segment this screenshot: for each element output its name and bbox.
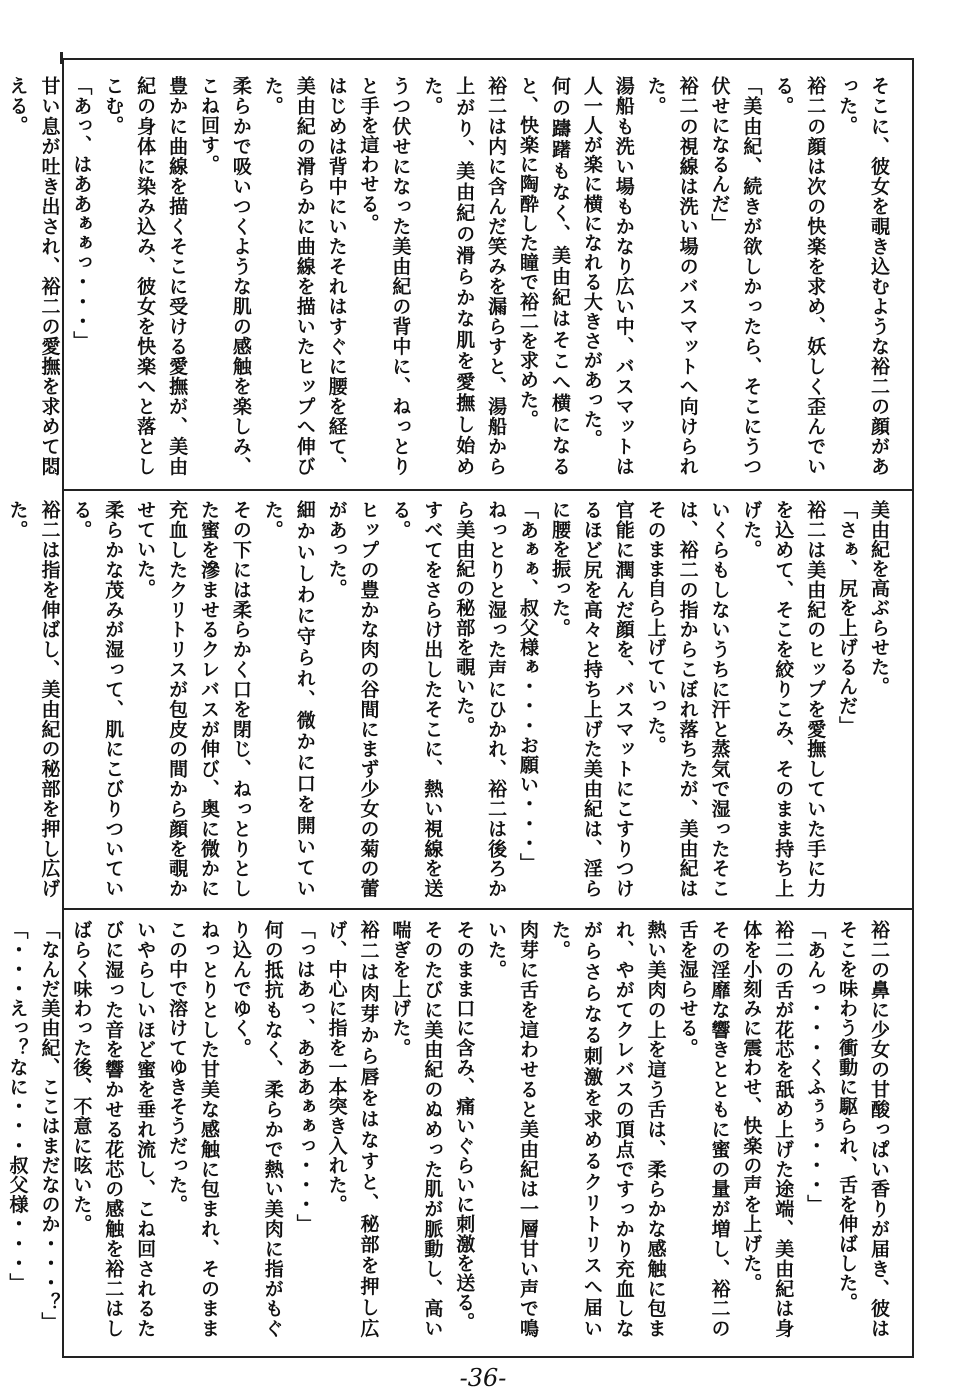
- paragraph: 熱い美肉の上を這う舌は、柔らかな感触に包まれ、やがてクレバスの頂点ですっかり充血しながらさらなる刺激を求めるクリトリスへ届いた。: [548, 920, 667, 1338]
- paragraph: 「あぁぁ、叔父様ぁ・・・お願い・・・」: [517, 500, 540, 873]
- paragraph: 「あんっ・・・くふぅぅ・・・」: [804, 920, 827, 1214]
- paragraph: 「なんだ美由紀、ここはまだなのか・・・？」: [38, 920, 61, 1332]
- paragraph: 細かいしわに守られ、微かに口を開いていた。: [261, 500, 316, 898]
- paragraph: 豊かに曲線を描くそこに受ける愛撫が、美由紀の身体に染み込み、彼女を快楽へと落としこむ。: [102, 76, 189, 476]
- paragraph: 「あっ、はああぁぁっ・・・」: [70, 76, 93, 351]
- paragraph: [0, 76, 1, 476]
- paragraph: 柔らかな茂みが湿って、肌にこびりついている。: [70, 500, 125, 898]
- paragraph: 裕二の視線は洗い場のバスマットへ向けられた。: [644, 76, 699, 476]
- paragraph: いやらしいほど蜜を垂れ流し、こね回されるたびに湿った音を響かせる花芯の感触を裕二はしばらく味わった後、不意に呟いた。: [70, 920, 157, 1338]
- paragraph: うつ伏せになった美由紀の背中に、ねっとりと手を這わせる。: [357, 76, 412, 476]
- paragraph: そのたびに美由紀のぬめった肌が脈動し、高い喘ぎを上げた。: [389, 920, 444, 1338]
- paragraph: その下には柔らかく口を閉じ、ねっとりとした蜜を滲ませるクレバスが伸び、奥に微かに充血したクリトリスが包皮の間から顔を覗かせていた。: [134, 500, 252, 898]
- paragraph: 「・・・えっ？なに・・・叔父様・・・」: [6, 920, 29, 1293]
- paragraph: 「っはあっ、あああぁぁっ・・・」: [293, 920, 316, 1234]
- paragraph: いくらもしないうちに汗と蒸気で湿ったそこは、裕二の指からこぼれ落ちたが、美由紀はそのまま自ら上げていった。: [644, 500, 731, 898]
- paragraph: 「美由紀、続きが欲しかったら、そこにうつ伏せになるんだ」: [708, 76, 763, 476]
- paragraph: その淫靡な響きとともに蜜の量が増し、裕二の舌を湿らせる。: [676, 920, 731, 1338]
- paragraph: [0, 500, 1, 898]
- section-divider-2: [62, 908, 914, 910]
- paragraph: 何の躊躇もなく、美由紀はそこへ横になると、快楽に陶酔した瞳で裕二を求めた。: [517, 76, 571, 476]
- paragraph: 甘い息が吐き出され、裕二の愛撫を求めて悶える。: [6, 76, 61, 476]
- paragraph: ねっとりとした甘美な感触に包まれ、そのままこの中で溶けてゆきそうだった。: [166, 920, 220, 1338]
- paragraph: 裕二は美由紀のヒップを愛撫していた手に力を込めて、そこを絞りこみ、そのまま持ち上げた。: [740, 500, 827, 898]
- paragraph: 裕二は肉芽から唇をはなすと、秘部を押し広げ、中心に指を一本突き入れた。: [325, 920, 380, 1338]
- paragraph: 裕二は指を伸ばし、美由紀の秘部を押し広げた。: [6, 500, 61, 898]
- paragraph: 裕二の顔は次の快楽を求め、妖しく歪んでいる。: [772, 76, 827, 476]
- paragraph: ねっとりと湿った声にひかれ、裕二は後ろから美由紀の秘部を覗いた。: [453, 500, 508, 898]
- section-divider-1: [62, 489, 914, 491]
- paragraph: 官能に潤んだ顔を、バスマットにこすりつけるほど尻を高々と持ち上げた美由紀は、淫らに腰を振った。: [548, 500, 635, 898]
- paragraph: 裕二の鼻に少女の甘酸っぱい香りが届き、彼はそこを味わう衝動に駆られ、舌を伸ばした。: [836, 920, 890, 1338]
- paragraph: すべてをさらけ出したそこに、熱い視線を送る。: [389, 500, 444, 898]
- paragraph: 「さぁ、尻を上げるんだ」: [836, 500, 859, 736]
- paragraph: そこに、彼女を覗き込むような裕二の顔があった。: [836, 76, 890, 476]
- paragraph: 湯船も洗い場もかなり広い中、バスマットは人一人が楽に横になれる大きさがあった。: [580, 76, 635, 476]
- text-section-1: [6, 76, 894, 476]
- paragraph: 裕二の舌が花芯を舐め上げた途端、美由紀は身体を小刻みに震わせ、快楽の声を上げた。: [740, 920, 795, 1338]
- page-number: -36-: [459, 1364, 507, 1392]
- paragraph: そのまま口に含み、痛いぐらいに刺激を送る。: [453, 920, 476, 1332]
- text-section-2: [6, 500, 894, 898]
- paragraph: 何の抵抗もなく、柔らかで熱い美肉に指がもぐり込んでゆく。: [229, 920, 284, 1338]
- text-section-3: [6, 920, 894, 1338]
- paragraph: 裕二は内に含んだ笑みを漏らすと、湯船から上がり、美由紀の滑らかな肌を愛撫し始めた。: [421, 76, 508, 476]
- paragraph: 柔らかで吸いつくような肌の感触を楽しみ、こね回す。: [197, 76, 252, 476]
- paragraph: 美由紀を高ぶらせた。: [868, 500, 890, 696]
- paragraph: 肉芽に舌を這わせると美由紀は一層甘い声で鳴いた。: [485, 920, 540, 1338]
- paragraph: ヒップの豊かな肉の谷間にまず少女の菊の蕾があった。: [325, 500, 380, 898]
- paragraph: はじめは背中にいたそれはすぐに腰を経て、美由紀の滑らかに曲線を描いたヒップへ伸びた。: [261, 76, 348, 476]
